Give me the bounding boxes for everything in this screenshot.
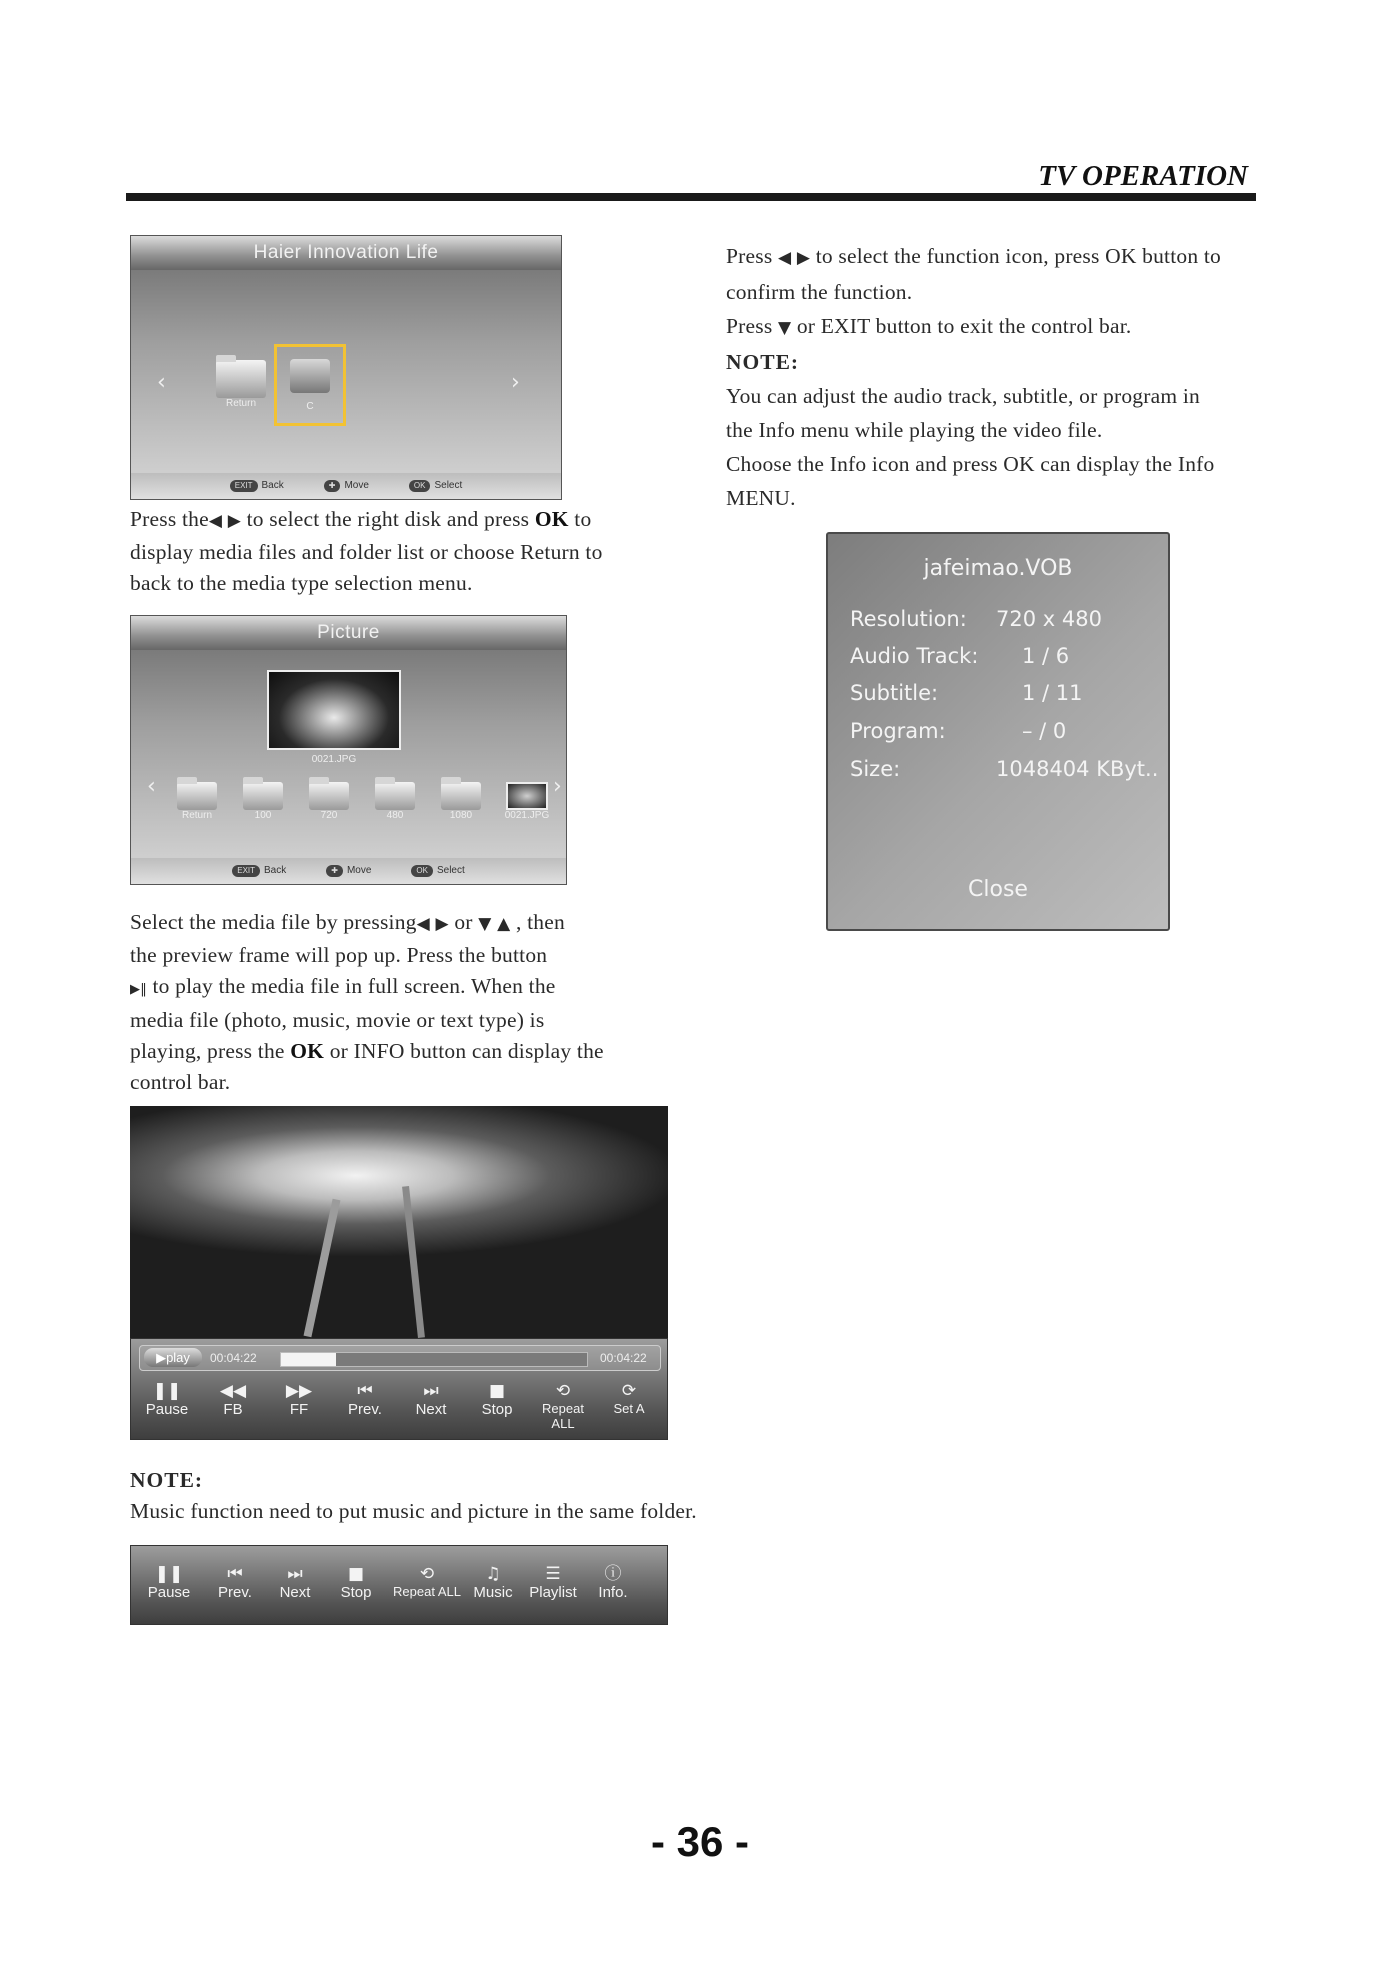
info-button[interactable]: ⓘ Info. (581, 1564, 645, 1601)
flower-stem (304, 1199, 341, 1338)
flower-stem (402, 1186, 425, 1338)
item-label: C (306, 401, 314, 412)
file-list (167, 782, 557, 821)
panel-title: Haier Innovation Life (131, 236, 561, 270)
fast-forward-icon: ▶▶ (285, 1381, 313, 1401)
close-button[interactable]: Close (968, 877, 1028, 902)
file-item-folder[interactable]: 100 (233, 782, 293, 821)
disk-selection-screen (130, 235, 562, 500)
fast-backward-button[interactable]: ◀◀ FB (201, 1381, 265, 1418)
left-arrow-icon[interactable]: ‹ (147, 774, 156, 799)
repeat-icon: ⟲ (555, 1381, 571, 1401)
disk-c-item[interactable] (274, 344, 346, 426)
panel-title: Picture (131, 616, 566, 650)
pause-button[interactable]: ❚❚ Pause (135, 1381, 199, 1418)
down-up-arrows-icon: ▼ ▲ (478, 914, 511, 934)
panel-footer (131, 858, 566, 884)
rewind-icon: ◀◀ (219, 1381, 247, 1401)
set-a-button[interactable]: ⟳ Set A (597, 1381, 661, 1416)
return-folder-item[interactable] (211, 360, 271, 409)
total-time: 00:04:22 (600, 1351, 647, 1365)
dpad-icon: ✚ (326, 865, 343, 877)
control-bar-instructions: Press ◀ ▶ to select the function icon, press OK button to confirm the function. Press ▼ or EXIT button to exit the control bar. NOTE: You can adjust the audio track, subtitle, or program in the Info menu while playing the video file. Choose the Info icon and press OK can display the Info MENU. (726, 239, 1286, 515)
section-title: TV OPERATION (1038, 160, 1248, 192)
info-label: Program: (850, 719, 946, 743)
exit-chip: EXIT (230, 480, 258, 492)
info-label: Resolution: (850, 607, 967, 631)
progress-fill (281, 1353, 336, 1366)
note-heading: NOTE: (130, 1468, 204, 1492)
playlist-button[interactable]: ☰ Playlist (521, 1564, 585, 1601)
panel-footer (131, 473, 561, 499)
stop-icon: ■ (488, 1381, 506, 1401)
select-hint: OK Select (411, 865, 464, 877)
right-arrow-icon[interactable]: › (553, 774, 562, 799)
folder-icon (441, 782, 481, 810)
folder-icon (375, 782, 415, 810)
play-pause-icon: ▶‖ (130, 982, 147, 997)
progress-row (139, 1345, 661, 1371)
back-hint: EXIT Back (232, 865, 286, 877)
left-right-arrows-icon: ◀ ▶ (777, 248, 811, 268)
stop-icon: ■ (347, 1564, 365, 1584)
stop-button[interactable]: ■ Stop (465, 1381, 529, 1418)
preview-caption: 0021.JPG (311, 754, 357, 765)
previous-button[interactable]: ⏮ Prev. (203, 1564, 267, 1601)
info-filename: jafeimao.VOB (923, 556, 1073, 581)
folder-icon (243, 782, 283, 810)
ok-chip: OK (409, 480, 431, 492)
info-value: 1048404 KByt.. (996, 757, 1159, 781)
info-value: – / 0 (1022, 719, 1067, 743)
disk-instructions: Press the◀ ▶ to select the right disk and press OK to display media files and folder list or choose Return to back to the media type selection menu. (130, 507, 603, 595)
play-icon: ▶ (156, 1350, 167, 1365)
next-button[interactable]: ⏭ Next (263, 1564, 327, 1601)
info-value: 720 x 480 (996, 607, 1102, 631)
pause-button[interactable]: ❚❚ Pause (137, 1564, 201, 1601)
playlist-icon: ☰ (545, 1564, 561, 1584)
file-item-image[interactable]: 0021.JPG (497, 782, 557, 821)
item-label: Return (225, 398, 256, 409)
file-item-folder[interactable]: 1080 (431, 782, 491, 821)
next-icon: ⏭ (287, 1564, 303, 1584)
picture-browser-screen (130, 615, 567, 885)
repeat-all-button[interactable]: ⟲ Repeat ALL (531, 1381, 595, 1431)
next-icon: ⏭ (423, 1381, 439, 1401)
previous-icon: ⏮ (357, 1381, 373, 1401)
music-note (130, 1465, 850, 1527)
photo-control-bar (130, 1545, 668, 1625)
info-label: Audio Track: (850, 644, 979, 668)
info-menu (826, 532, 1170, 931)
music-button[interactable]: ♫ Music (461, 1564, 525, 1601)
previous-icon: ⏮ (227, 1564, 243, 1584)
folder-icon (309, 782, 349, 810)
left-arrow-icon[interactable]: ‹ (157, 370, 166, 395)
back-hint: EXIT Back (230, 480, 284, 492)
note-heading: NOTE: (726, 350, 800, 374)
stop-button[interactable]: ■ Stop (324, 1564, 388, 1601)
fast-forward-button[interactable]: ▶▶ FF (267, 1381, 331, 1418)
info-value: 1 / 6 (1022, 644, 1070, 668)
preview-image (267, 670, 401, 750)
video-control-bar (130, 1338, 668, 1440)
image-thumbnail-icon (506, 782, 548, 810)
info-value: 1 / 11 (1022, 681, 1083, 705)
move-hint: ✚ Move (324, 480, 369, 492)
down-arrow-icon: ▼ (777, 318, 792, 338)
header-rule (126, 193, 1256, 201)
file-item-folder[interactable]: 720 (299, 782, 359, 821)
right-arrow-icon[interactable]: › (511, 370, 520, 395)
info-icon: ⓘ (604, 1564, 622, 1584)
folder-icon (177, 782, 217, 810)
video-player (130, 1106, 668, 1440)
pause-icon: ❚❚ (152, 1381, 182, 1401)
disk-icon (290, 359, 330, 393)
select-instructions: Select the media file by pressing◀ ▶ or ▼ ▲ , then the preview frame will pop up. Press the button ▶‖ to play the media file in full screen. When the media file (photo, music, movie or text type) is playing, press the OK or INFO button can display the control bar. (130, 910, 604, 1094)
pause-icon: ❚❚ (154, 1564, 184, 1584)
left-right-arrows-icon: ◀ ▶ (208, 511, 241, 531)
repeat-icon: ⟲ (419, 1564, 435, 1584)
info-label: Size: (850, 757, 901, 781)
move-hint: ✚ Move (326, 865, 371, 877)
elapsed-time: 00:04:22 (210, 1351, 257, 1365)
page-number: - 36 - (650, 1818, 750, 1865)
play-button[interactable]: ▶play (144, 1348, 202, 1367)
next-button[interactable]: ⏭ Next (399, 1381, 463, 1418)
ok-chip: OK (411, 865, 433, 877)
folder-icon (216, 360, 266, 398)
file-item-folder[interactable]: 480 (365, 782, 425, 821)
progress-track[interactable] (280, 1352, 588, 1367)
ab-repeat-icon: ⟳ (621, 1381, 637, 1401)
file-item-return[interactable]: Return (167, 782, 227, 821)
note-text: Music function need to put music and picture in the same folder. (130, 1499, 697, 1523)
video-frame (130, 1106, 668, 1338)
repeat-all-button[interactable]: ⟲ Repeat ALL (387, 1564, 467, 1599)
previous-button[interactable]: ⏮ Prev. (333, 1381, 397, 1418)
info-label: Subtitle: (850, 681, 939, 705)
select-hint: OK Select (409, 480, 462, 492)
left-right-arrows-icon: ◀ ▶ (416, 914, 449, 934)
dpad-icon: ✚ (324, 480, 341, 492)
music-icon: ♫ (485, 1564, 501, 1584)
exit-chip: EXIT (232, 865, 260, 877)
